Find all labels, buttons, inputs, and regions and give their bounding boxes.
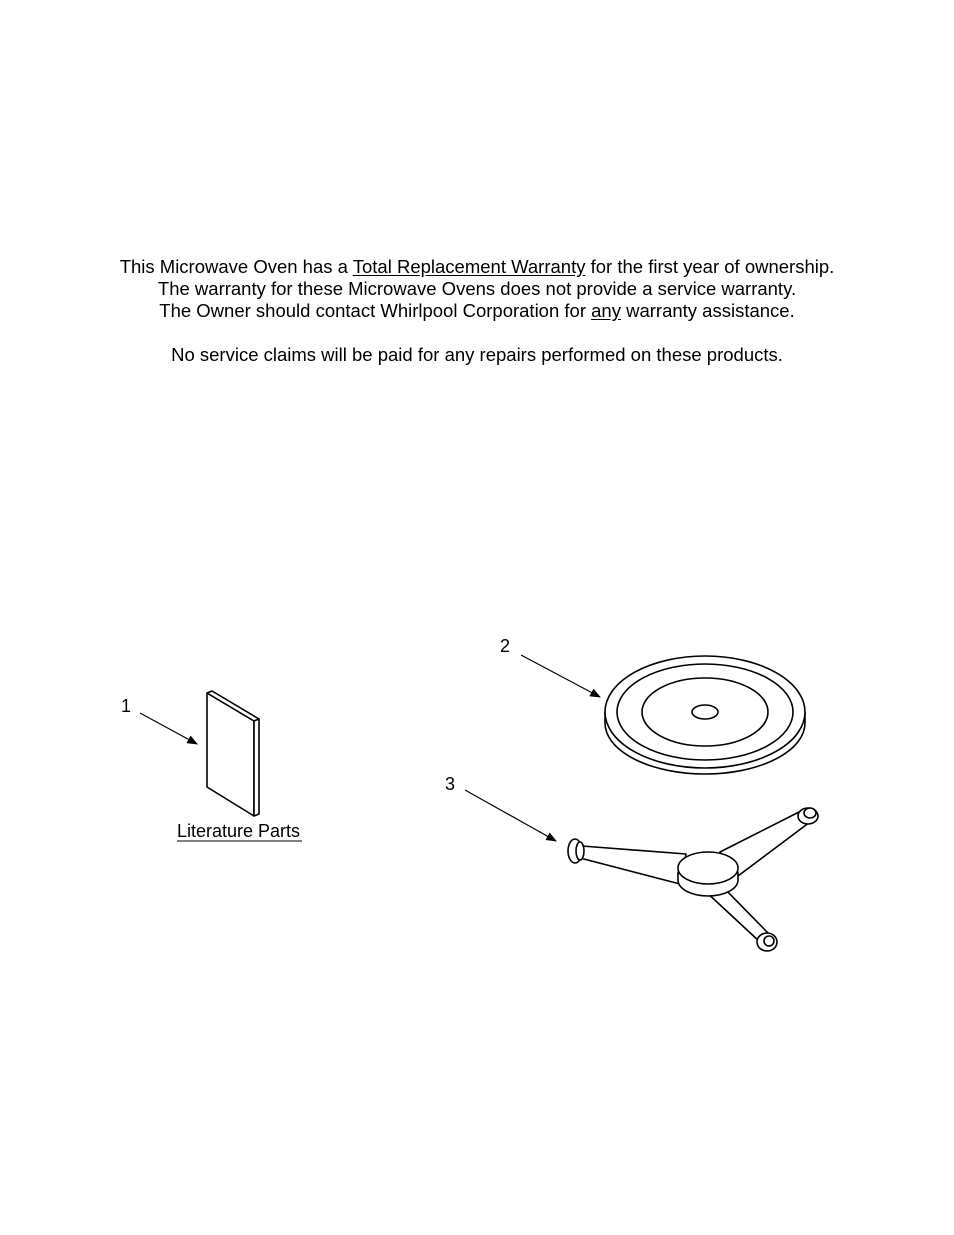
roller-support-icon: [568, 808, 818, 951]
any-text: any: [591, 300, 621, 321]
warranty-line-1: This Microwave Oven has a Total Replacement Warranty for the first year of ownership.: [119, 256, 835, 277]
warranty-line-3: The Owner should contact Whirlpool Corporation for any warranty assistance.: [159, 300, 795, 321]
warranty-line-4: No service claims will be paid for any repairs performed on these products.: [171, 344, 783, 365]
part-2-leader-arrow: [521, 655, 600, 697]
total-replacement-warranty-text: Total Replacement Warranty: [352, 256, 586, 277]
part-3-roller-support: [445, 774, 818, 951]
part-2-turntable-tray: [500, 636, 805, 774]
part-2-number: 2: [500, 636, 511, 656]
turntable-tray-icon: [605, 656, 805, 774]
literature-parts-label: Literature Parts: [177, 821, 301, 841]
part-1-literature: [121, 691, 302, 841]
part-1-leader-arrow: [140, 713, 197, 744]
part-1-number: 1: [121, 696, 132, 716]
warranty-line-2: The warranty for these Microwave Ovens does not provide a service warranty.: [157, 278, 797, 299]
literature-booklet-icon: [207, 691, 259, 816]
part-3-number: 3: [445, 774, 456, 794]
part-3-leader-arrow: [465, 790, 556, 841]
